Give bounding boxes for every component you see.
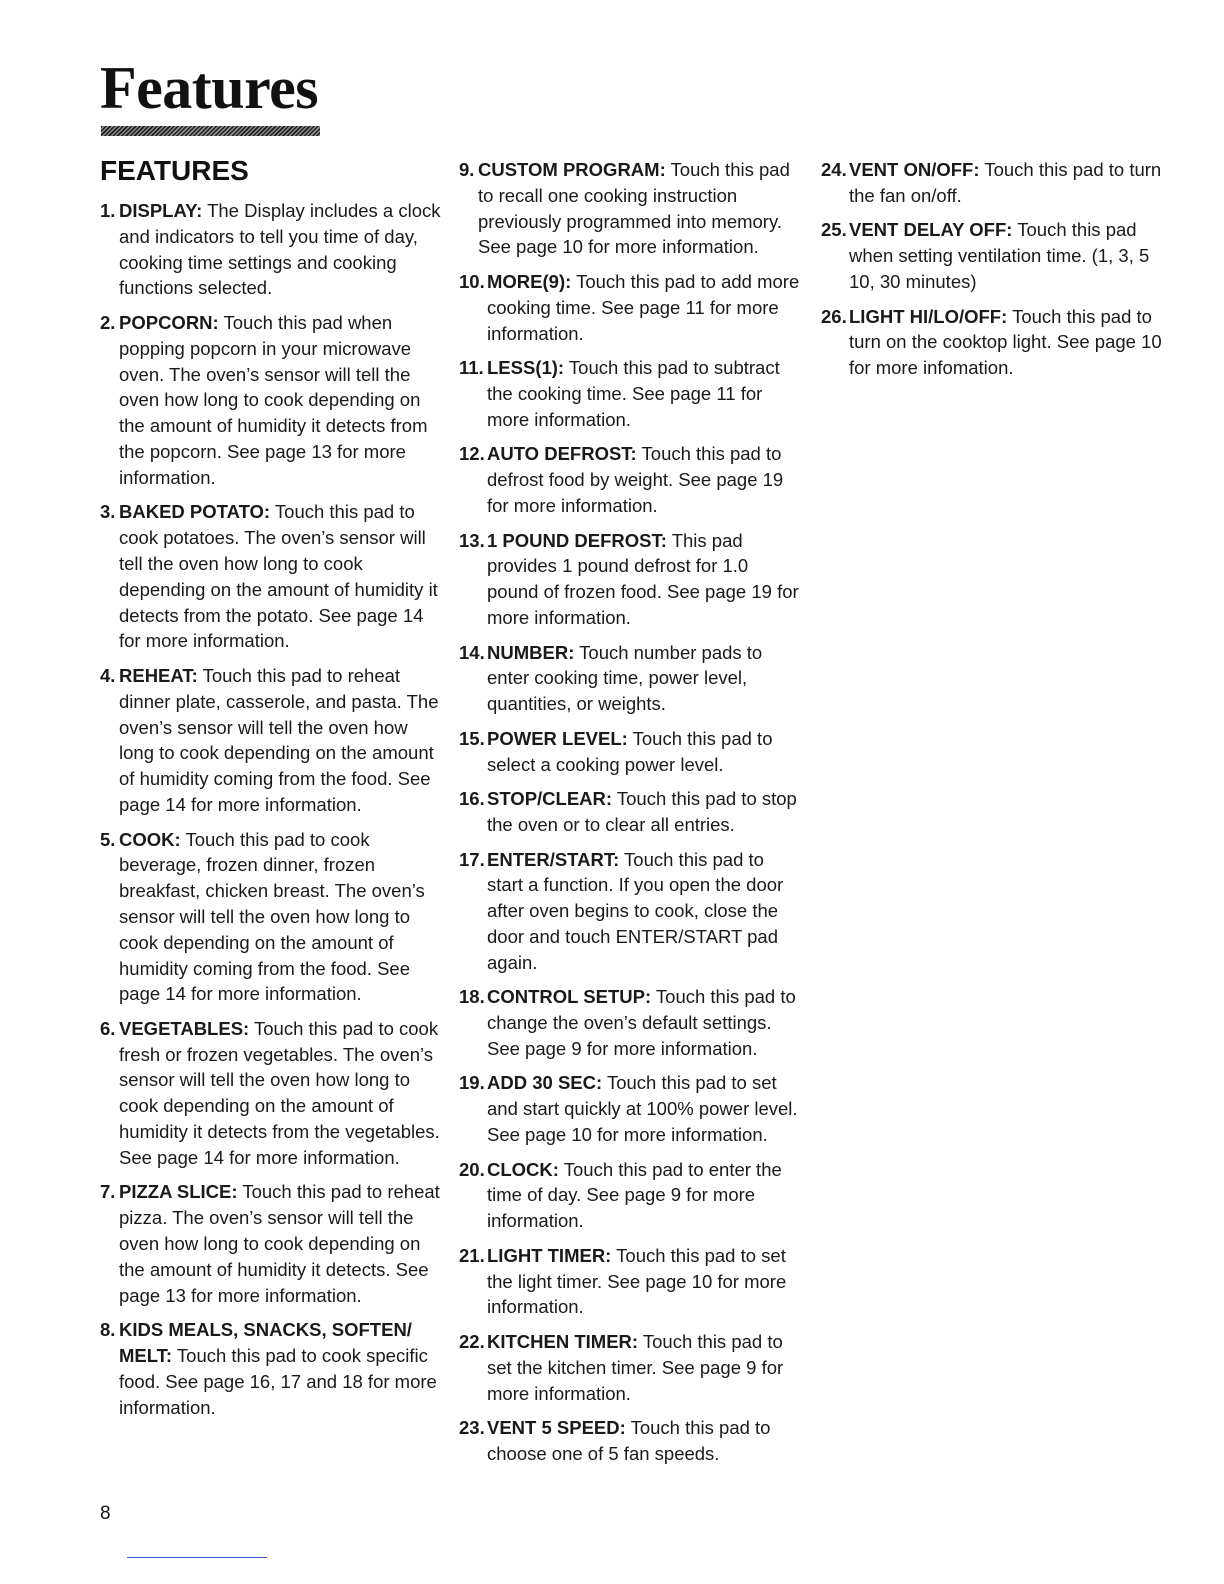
feature-description: Touch this pad to set the kitchen timer. See page 9 for more information. [487,1331,784,1404]
feature-number: 2. [100,311,116,333]
features-column-3 [821,157,1166,390]
feature-description: Touch this pad to stop the oven or to clear all entries. [487,788,797,835]
feature-item [459,355,804,432]
feature-item [459,528,804,631]
feature-description: Touch this pad to defrost food by weight. See page 19 for more information. [487,443,784,516]
feature-item [100,198,445,301]
feature-item [459,157,804,260]
feature-item [459,441,804,518]
feature-description: This pad provides 1 pound defrost for 1.0 pound of frozen food. See page 19 for more information. [487,529,799,628]
feature-item [459,640,804,717]
feature-number: 19. [459,1072,485,1094]
feature-number: 15. [459,727,485,749]
feature-description: Touch this pad to add more cooking time. See page 11 for more information. [487,270,800,344]
feature-label: LESS(1): [487,357,565,379]
feature-number: 18. [459,986,485,1008]
feature-label: CLOCK: [487,1158,559,1180]
feature-description: Touch this pad to enter the time of day. See page 9 for more information. [487,1158,782,1232]
feature-label: LIGHT TIMER: [487,1244,612,1266]
feature-item [821,157,1166,209]
feature-description: Touch this pad to recall one cooking instruction previously programmed into memory. See page 10 for more information. [478,159,790,258]
feature-label: AUTO DEFROST: [487,443,637,465]
feature-label: VENT 5 SPEED: [487,1417,626,1439]
feature-description: Touch number pads to enter cooking time, power level, quantities, or weights. [487,641,763,715]
feature-description: Touch this pad to cook specific food. See page 16, 17 and 18 for more information. [119,1345,437,1418]
feature-number: 12. [459,443,485,465]
feature-label: PIZZA SLICE: [119,1181,238,1203]
feature-number: 13. [459,529,485,551]
feature-label: NUMBER: [487,641,575,663]
feature-number: 7. [100,1181,116,1203]
feature-item [821,217,1166,294]
feature-description: Touch this pad to start a function. If you open the door after oven begins to cook, close the door and touch ENTER/START pad again. [487,848,784,973]
feature-item [459,786,804,838]
feature-item [459,1415,804,1467]
feature-item [459,1329,804,1406]
feature-description: Touch this pad when popping popcorn in your microwave oven. The oven’s sensor will tell the oven how long to cook depending on the amount of humidity it detects from the popcorn. See page 13 for more information. [119,311,428,488]
feature-label: COOK: [119,828,181,850]
feature-item [100,1317,445,1420]
feature-item [100,1179,445,1308]
feature-item [459,847,804,976]
feature-item [100,827,445,1008]
feature-item [100,310,445,491]
feature-description: Touch this pad to turn on the cooktop light. See page 10 for more infomation. [849,305,1162,379]
feature-description: Touch this pad when setting ventilation time. (1, 3, 5 10, 30 minutes) [849,219,1150,292]
feature-number: 21. [459,1244,485,1266]
feature-description: The Display includes a clock and indicators to tell you time of day, cooking time settings and cooking functions selected. [119,200,441,299]
feature-number: 8. [100,1319,116,1341]
feature-number: 22. [459,1331,485,1353]
feature-item [100,663,445,818]
feature-label: STOP/CLEAR: [487,788,613,810]
feature-number: 1. [100,200,116,221]
feature-number: 25. [821,219,847,241]
feature-label: DISPLAY: [119,200,203,221]
section-heading: FEATURES [100,155,249,186]
feature-item [459,984,804,1061]
feature-description: Touch this pad to cook fresh or frozen vegetables. The oven’s sensor will tell the oven how long to cook depending on the amount of humidity it detects from the vegetables. See page 14 for more information. [119,1017,440,1168]
feature-description: Touch this pad to reheat pizza. The oven’s sensor will tell the oven how long to cook depending on the amount of humidity it detects. See page 13 for more information. [119,1181,440,1306]
feature-number: 3. [100,501,116,523]
features-column-1 [100,198,445,1429]
feature-label: VENT DELAY OFF: [849,219,1013,241]
feature-number: 17. [459,848,485,870]
feature-item [100,1016,445,1171]
feature-description: Touch this pad to turn the fan on/off. [849,159,1162,206]
feature-description: Touch this pad to change the oven’s default settings. See page 9 for more information. [487,986,796,1059]
feature-label: REHEAT: [119,664,198,686]
feature-item [459,726,804,778]
feature-number: 16. [459,788,485,810]
feature-description: Touch this pad to cook potatoes. The oven’s sensor will tell the oven how long to cook depending on the amount of humidity it detects from the potato. See page 14 for more information. [119,501,438,652]
feature-number: 11. [459,357,484,379]
footer-line [127,1557,267,1558]
feature-label: 1 POUND DEFROST: [487,529,667,551]
title-underline [101,126,320,136]
feature-item [459,1243,804,1320]
feature-description: Touch this pad to reheat dinner plate, casserole, and pasta. The oven’s sensor will tell the oven how long to cook depending on the amount of humidity coming from the food. See page 14 for more information. [119,664,439,815]
feature-description: Touch this pad to select a cooking power level. [487,727,773,775]
feature-number: 24. [821,159,847,180]
feature-item [821,304,1166,381]
feature-number: 14. [459,641,485,663]
feature-number: 23. [459,1417,485,1439]
features-column-2 [459,157,804,1476]
feature-number: 5. [100,828,116,850]
feature-label: CUSTOM PROGRAM: [478,159,666,180]
feature-description: Touch this pad to subtract the cooking time. See page 11 for more information. [487,357,780,430]
feature-description: Touch this pad to choose one of 5 fan speeds. [487,1417,771,1465]
feature-description: Touch this pad to cook beverage, frozen dinner, frozen breakfast, chicken breast. The oven’s sensor will tell the oven how long to cook depending on the amount of humidity coming from the food. See page 14 for more information. [119,828,425,1005]
feature-label: BAKED POTATO: [119,501,271,523]
feature-label: ENTER/START: [487,848,620,870]
feature-description: Touch this pad to set and start quickly at 100% power level. See page 10 for more information. [487,1072,798,1146]
feature-number: 6. [100,1017,116,1039]
feature-number: 20. [459,1158,485,1180]
feature-label: POPCORN: [119,311,219,333]
feature-label: LIGHT HI/LO/OFF: [849,305,1008,327]
feature-description: Touch this pad to set the light timer. See page 10 for more information. [487,1244,787,1318]
feature-label: POWER LEVEL: [487,727,628,749]
feature-label: MORE(9): [487,270,572,292]
feature-item [459,1157,804,1234]
feature-item [459,269,804,346]
feature-label: KIDS MEALS, SNACKS, SOFTEN/ MELT: [119,1319,412,1367]
page-title: Features [100,55,319,121]
feature-item [100,499,445,654]
feature-label: ADD 30 SEC: [487,1072,603,1094]
feature-label: VEGETABLES: [119,1017,250,1039]
feature-number: 4. [100,664,116,686]
page-number: 8 [100,1503,111,1524]
feature-label: CONTROL SETUP: [487,986,652,1008]
feature-label: KITCHEN TIMER: [487,1331,639,1353]
feature-item [459,1070,804,1147]
feature-label: VENT ON/OFF: [849,159,980,180]
feature-number: 9. [459,159,475,180]
feature-number: 26. [821,305,847,327]
feature-number: 10. [459,270,485,292]
